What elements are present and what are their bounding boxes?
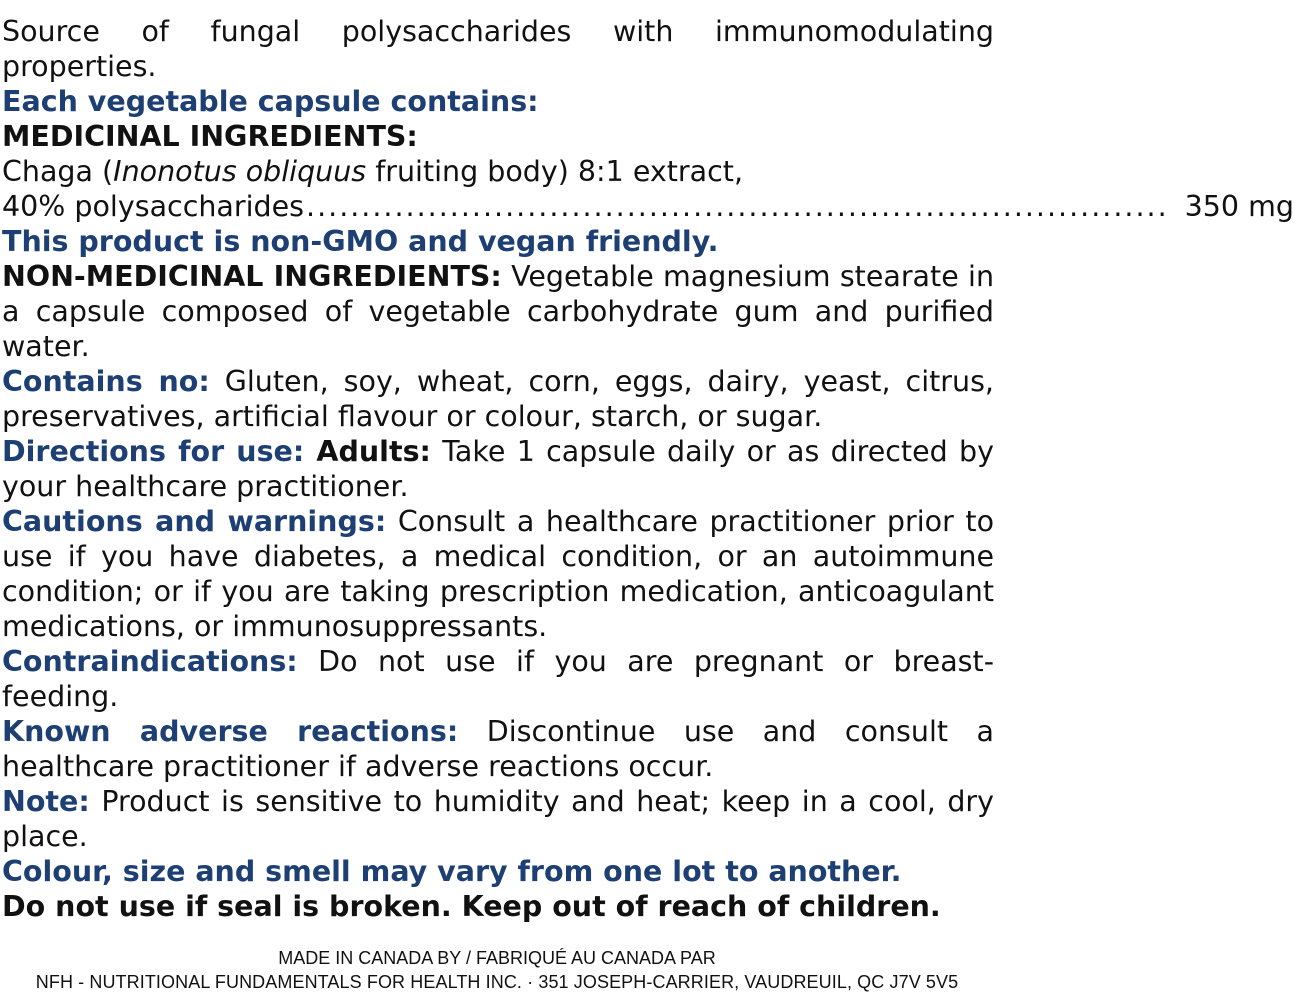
seal-warning: Do not use if seal is broken. Keep out of reach of children. [2, 890, 941, 923]
cautions-section [2, 504, 994, 644]
medicinal-ingredients-heading: MEDICINAL INGREDIENTS: [2, 120, 418, 153]
capsule-heading: Each vegetable capsule contains: [2, 85, 539, 118]
cautions-heading: Cautions and warnings: [2, 505, 387, 538]
adverse-reactions-text: Discontinue use and consult a healthcare practitioner if adverse reactions occur. [2, 715, 994, 783]
ingredient-dose: 350 mg [1184, 190, 1294, 223]
directions-adults-label: Adults: [304, 435, 431, 468]
ingredient-standardization: 40% polysaccharides [2, 190, 305, 223]
non-medicinal-ingredients [2, 259, 994, 364]
contraindications-text: Do not use if you are pregnant or breast-feeding. [2, 645, 994, 713]
manufacturer-footer [0, 946, 994, 994]
adverse-reactions-heading: Known adverse reactions: [2, 715, 459, 748]
note-heading: Note: [2, 785, 90, 818]
contains-no-section [2, 364, 994, 434]
medicinal-ingredient-dose-line [2, 189, 1294, 224]
contraindications-section [2, 644, 994, 714]
non-gmo-statement: This product is non-GMO and vegan friendly. [2, 225, 719, 258]
directions-section [2, 434, 994, 504]
directions-text: Take 1 capsule daily or as directed by your healthcare practitioner. [2, 435, 994, 503]
medicinal-ingredient-name [2, 154, 994, 189]
contains-no-heading: Contains no: [2, 365, 210, 398]
cautions-text: Consult a healthcare practitioner prior to use if you have diabetes, a medical condition, or an autoimmune condition; or if you are taking prescription medication, anticoagulant medications, or immunosuppressants. [2, 505, 995, 643]
ingredient-name-suffix: fruiting body) 8:1 extract, [366, 155, 744, 188]
adverse-reactions-section [2, 714, 994, 784]
ingredient-name-prefix: Chaga ( [2, 155, 114, 188]
directions-heading: Directions for use: [2, 435, 305, 468]
contains-no-text: Gluten, soy, wheat, corn, eggs, dairy, yeast, citrus, preservatives, artificial flavour or colour, starch, or sugar. [2, 365, 994, 433]
non-medicinal-heading: NON-MEDICINAL INGREDIENTS: [2, 260, 502, 293]
note-section [2, 784, 994, 854]
variation-statement: Colour, size and smell may vary from one lot to another. [2, 855, 902, 888]
contraindications-heading: Contraindications: [2, 645, 298, 678]
intro-text: Source of fungal polysaccharides with immunomodulating properties. [2, 15, 994, 83]
manufacturer-address: NFH - NUTRITIONAL FUNDAMENTALS FOR HEALTH INC. · 351 JOSEPH-CARRIER, VAUDREUIL, QC J7V 5V5 [35, 972, 959, 992]
made-in-canada-line: MADE IN CANADA BY / FABRIQUÉ AU CANADA PAR [278, 948, 716, 968]
non-medicinal-text: Vegetable magnesium stearate in a capsule composed of vegetable carbohydrate gum and purified water. [2, 260, 995, 363]
note-text: Product is sensitive to humidity and heat; keep in a cool, dry place. [2, 785, 994, 853]
ingredient-latin-name: Inonotus obliquus [113, 155, 367, 188]
leader-dots: .............................................................................. [306, 190, 1169, 223]
